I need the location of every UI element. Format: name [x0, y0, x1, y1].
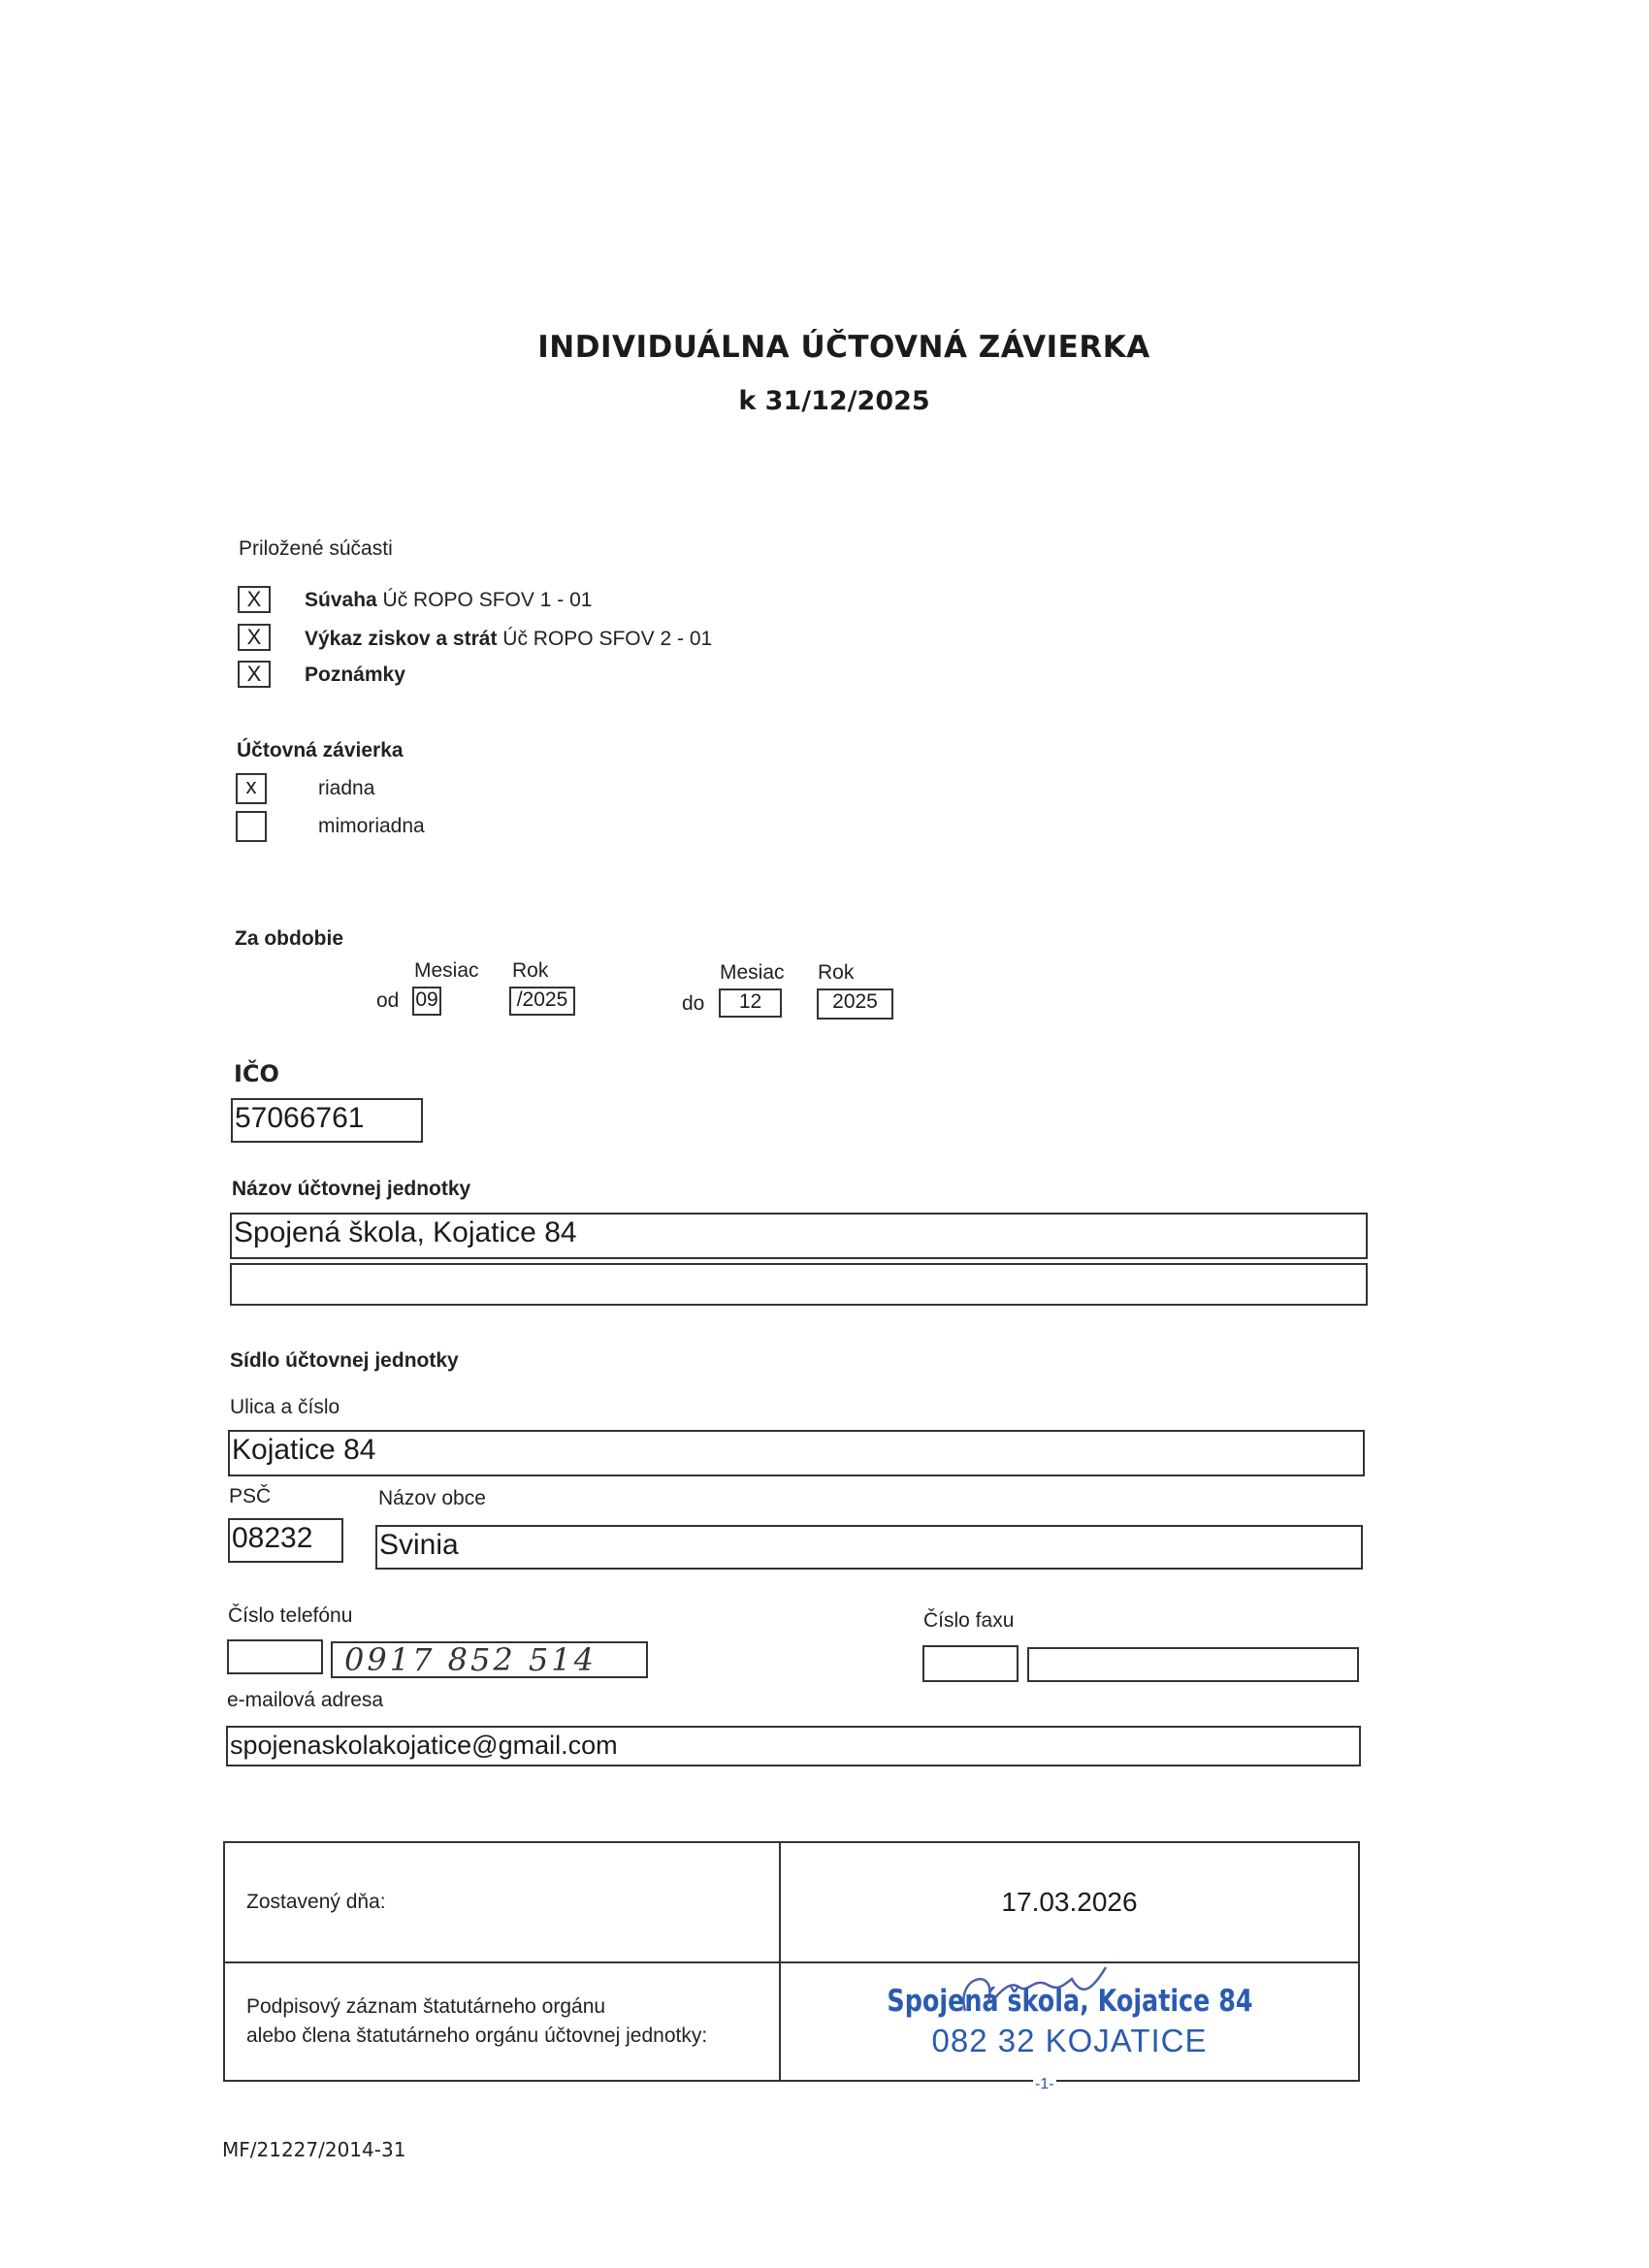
- psc-field[interactable]: 08232: [228, 1518, 343, 1563]
- fax-prefix-field[interactable]: [922, 1645, 1018, 1682]
- to-month-label: Mesiac: [720, 961, 785, 984]
- signature-stamp-cell: [780, 1962, 1359, 2092]
- signature-record-label-1: Podpisový záznam štatutárneho orgánu: [246, 1995, 606, 2018]
- attachment-checkbox-notes[interactable]: X: [238, 661, 271, 688]
- signature-record-label-2: alebo člena štatutárneho orgánu účtovnej jednotky:: [246, 2025, 708, 2047]
- stamp-entity-name: Spojená škola, Kojatice 84: [886, 1984, 1253, 2019]
- attachment-label: Výkaz ziskov a strát: [305, 628, 498, 650]
- phone-label: Číslo telefónu: [228, 1604, 353, 1627]
- signature-record-label-cell: [224, 1962, 780, 2081]
- attachment-balance-sheet: [305, 589, 592, 612]
- attachment-notes: Poznámky: [305, 664, 405, 686]
- from-year-label: Rok: [512, 959, 549, 982]
- from-month-field[interactable]: 09: [412, 987, 441, 1016]
- street-label: Ulica a číslo: [230, 1396, 340, 1418]
- period-to-label: do: [682, 992, 705, 1015]
- fax-field[interactable]: [1027, 1647, 1359, 1682]
- attachment-income-statement: [305, 628, 712, 651]
- attachment-checkbox-balance-sheet[interactable]: X: [238, 586, 271, 613]
- attachment-form-code: Úč ROPO SFOV 1 - 01: [382, 589, 593, 611]
- closing-type-heading: Účtovná závierka: [237, 739, 404, 761]
- attachment-checkbox-income-statement[interactable]: X: [238, 624, 271, 651]
- street-field[interactable]: Kojatice 84: [228, 1430, 1365, 1476]
- email-label: e-mailová adresa: [227, 1689, 384, 1711]
- attachments-heading: Priložené súčasti: [239, 537, 393, 560]
- compiled-date-cell: [780, 1842, 1359, 1962]
- ico-label: IČO: [234, 1060, 279, 1087]
- phone-field[interactable]: 0917 852 514: [331, 1641, 648, 1678]
- town-label: Názov obce: [378, 1487, 486, 1509]
- closing-date: k 31/12/2025: [738, 386, 930, 416]
- signature-table: [223, 1841, 1360, 2092]
- page-number-mark: -1-: [1035, 2076, 1054, 2092]
- compiled-date-label: Zostavený dňa:: [246, 1891, 386, 1913]
- period-heading: Za obdobie: [235, 927, 343, 950]
- compiled-date-value[interactable]: 17.03.2026: [1001, 1887, 1138, 1917]
- closing-extraordinary-checkbox[interactable]: [236, 811, 267, 842]
- entity-name-field-1[interactable]: Spojená škola, Kojatice 84: [230, 1213, 1368, 1259]
- phone-prefix-field[interactable]: [227, 1639, 323, 1674]
- closing-regular-checkbox[interactable]: x: [236, 773, 267, 804]
- form-code: MF/21227/2014-31: [222, 2138, 406, 2161]
- psc-label: PSČ: [229, 1485, 272, 1507]
- town-field[interactable]: Svinia: [375, 1525, 1363, 1570]
- closing-regular-label: riadna: [318, 777, 375, 799]
- email-field[interactable]: spojenaskolakojatice@gmail.com: [226, 1726, 1361, 1766]
- document-title: INDIVIDUÁLNA ÚČTOVNÁ ZÁVIERKA: [537, 330, 1150, 365]
- from-month-label: Mesiac: [414, 959, 479, 982]
- period-from-label: od: [376, 989, 400, 1012]
- fax-label: Číslo faxu: [923, 1609, 1015, 1632]
- attachment-label: Súvaha: [305, 589, 377, 611]
- ico-field[interactable]: 57066761: [231, 1098, 423, 1143]
- to-year-field[interactable]: 2025: [817, 988, 893, 1020]
- attachment-form-code: Úč ROPO SFOV 2 - 01: [502, 628, 713, 650]
- to-year-label: Rok: [818, 961, 855, 984]
- stamp-address: 082 32 KOJATICE: [931, 2023, 1208, 2058]
- from-year-field[interactable]: /2025: [509, 987, 575, 1016]
- to-month-field[interactable]: 12: [719, 988, 782, 1018]
- seat-heading: Sídlo účtovnej jednotky: [230, 1349, 459, 1372]
- compiled-date-label-cell: [224, 1842, 780, 1962]
- entity-name-label: Názov účtovnej jednotky: [232, 1178, 471, 1200]
- closing-extraordinary-label: mimoriadna: [318, 815, 425, 837]
- entity-name-field-2[interactable]: [230, 1263, 1368, 1306]
